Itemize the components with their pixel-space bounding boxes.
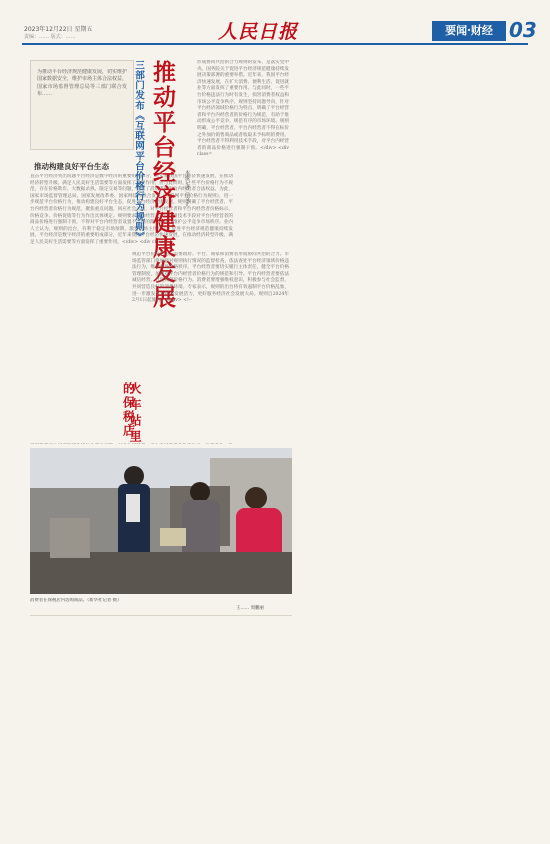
bonded-store-photo bbox=[30, 448, 292, 594]
banner-text: 火车站里的保税店 bbox=[121, 382, 143, 444]
photo-scene bbox=[30, 448, 292, 594]
feature-byline: 本报记者 汪文正 bbox=[184, 170, 190, 207]
divider-left bbox=[30, 615, 292, 616]
page-number: 03 bbox=[509, 18, 537, 42]
masthead bbox=[0, 0, 550, 44]
section-heading-1: 推动构建良好平台生态 bbox=[34, 162, 109, 171]
intro-text: 为推动平台经济规范健康发展，切实维护国家数据安全，维护市场主体合法权益，国家市场监督管理总局等三部门联合发布…… bbox=[37, 69, 127, 98]
issue-meta: 责编：…… 版式：…… bbox=[24, 34, 76, 40]
section-tab: 要闻·财经 bbox=[432, 21, 506, 41]
masthead-logo: 人民日报 bbox=[218, 21, 299, 43]
feature-kicker: 三部门发布《互联网平台价格行为规则》 bbox=[133, 60, 144, 242]
left-body-1: 直击平台经济突出问题 平台经济是数字经济的重要组成部分，近年来我国平台经济快速发展，在推动经济转型升级、满足人民美好生活需要等方面发挥了重要作用。但与此同时，一些平台价格行为不规范，存在价格欺诈、大数据杀熟、限定交易等问题，损害了消费者和平台内经营者合法权益。为此，国家市场监督管理总局、国家发展改革委、国家网信办联合发布《互联网平台价格行为规则》，进一步规范平台价格行为，推动构建良好平台生态，促进平台经济健康发展。规则明确了平台经营者、平台内经营者价格行为规范，聚焦重点问题，回应社会关切，对平台经营者和平台内经营者价格标示、价格竞争、价格促销等行为作出具体规定。规则要求平台经营者不得利用技术手段对平台内经营者的商品价格进行强制干预，不得对平台内经营者设置不合理的限制条件，维护公平竞争市场秩序。业内人士认为，规则的出台，有利于稳定市场预期，激发市场主体活力，促进平台经济规范健康持续发展。平台经济是数字经济的重要组成部分，近年来我国平台经济快速发展，在推动经济转型升级、满足人民美好生活需要等方面发挥了重要作用。</div> <div class= bbox=[30, 174, 233, 364]
middle-body-1: 形成协同共治的合力 规则的发布，是落实党中央、国务院关于促进平台经济规范健康持续发展决策部署的重要举措。近年来，我国平台经济快速发展，在扩大消费、便利生活、促进就业等方面发挥了重要作用。与此同时，一些平台价格违法行为时有发生，损害消费者权益和市场公平竞争秩序。规则坚持问题导向，针对平台经济领域价格行为特点，明确了平台经营者和平台内经营者的价格行为规范，有助于推动形成公平竞争、规范有序的市场环境。规则明确，平台经营者、平台内经营者不得在标价之外加价销售商品或者收取未予标明的费用。平台经营者不得利用技术手段，对平台内经营者的商品价格进行强制干预。</div> <div class= bbox=[197, 60, 289, 232]
masthead-rule bbox=[22, 43, 528, 45]
feature-headline: 推动平台经济健康发展 bbox=[149, 60, 176, 310]
issue-date: 2023年12月22日 星期五 bbox=[24, 26, 93, 33]
intro-box bbox=[30, 60, 134, 150]
bonded-photo-caption: 消费者在保税店内选购商品。（新华社记者 摄） bbox=[30, 598, 122, 603]
middle-body-2 bbox=[132, 252, 289, 392]
bonded-photo-credit: 王…… 周鹏丽 bbox=[236, 606, 264, 611]
